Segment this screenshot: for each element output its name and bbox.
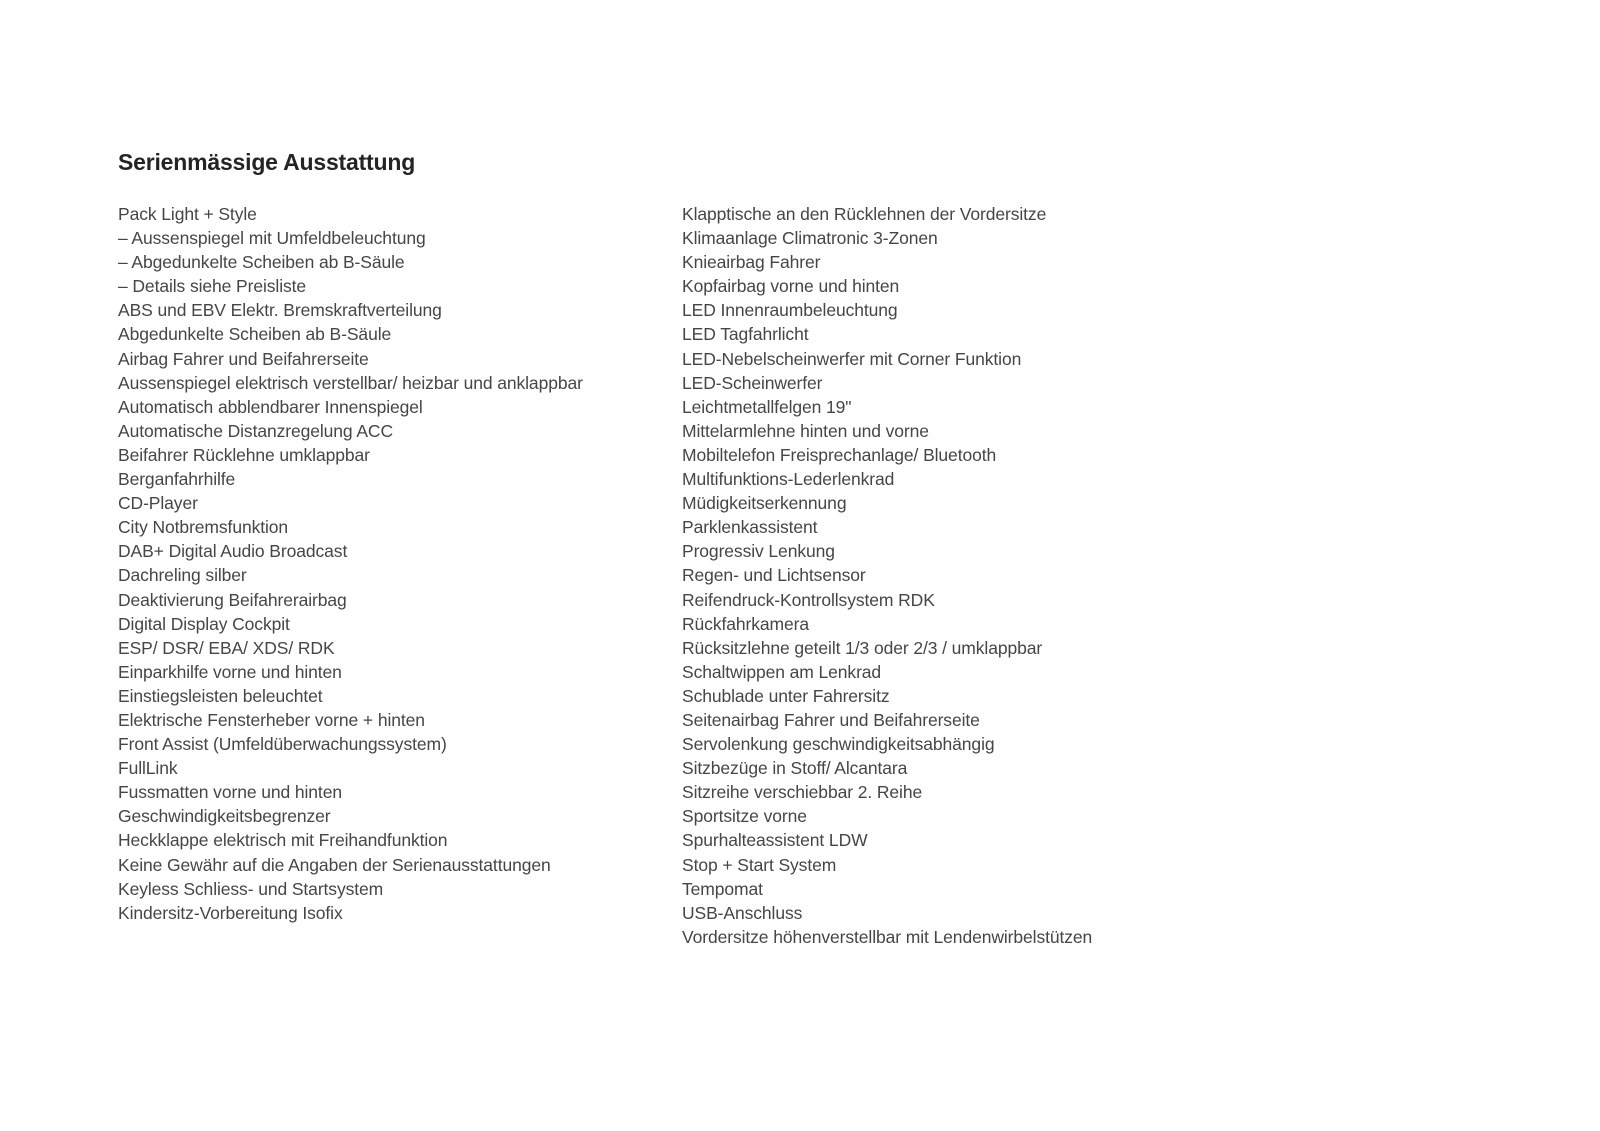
equipment-item: Klimaanlage Climatronic 3-Zonen <box>682 228 938 249</box>
equipment-item: – Details siehe Preisliste <box>118 276 307 297</box>
equipment-item: Einparkhilfe vorne und hinten <box>118 661 342 682</box>
equipment-item: Heckklappe elektrisch mit Freihandfunktion <box>118 830 448 851</box>
equipment-item: Progressiv Lenkung <box>682 541 835 562</box>
equipment-item: Keyless Schliess- und Startsystem <box>118 878 384 899</box>
equipment-item: Spurhalteassistent LDW <box>682 830 868 851</box>
equipment-item: Leichtmetallfelgen 19" <box>682 396 852 417</box>
equipment-item: Parklenkassistent <box>682 517 818 538</box>
equipment-item: Mittelarmlehne hinten und vorne <box>682 420 929 441</box>
equipment-item: FullLink <box>118 758 178 779</box>
equipment-item: Stop + Start System <box>682 854 837 875</box>
equipment-item: Berganfahrhilfe <box>118 469 236 490</box>
equipment-item: LED Tagfahrlicht <box>682 324 809 345</box>
equipment-item: CD-Player <box>118 493 198 514</box>
equipment-item: Vordersitze höhenverstellbar mit Lendenwirbelstützen <box>682 926 1093 947</box>
equipment-item: Reifendruck-Kontrollsystem RDK <box>682 589 935 610</box>
equipment-column-right <box>682 202 1242 949</box>
equipment-item: Beifahrer Rücklehne umklappbar <box>118 444 370 465</box>
equipment-item: LED-Nebelscheinwerfer mit Corner Funktion <box>682 348 1022 369</box>
equipment-item: Schaltwippen am Lenkrad <box>682 661 882 682</box>
equipment-item: Digital Display Cockpit <box>118 613 290 634</box>
equipment-item: USB-Anschluss <box>682 902 803 923</box>
equipment-item: Fussmatten vorne und hinten <box>118 782 342 803</box>
equipment-item: Regen- und Lichtsensor <box>682 565 866 586</box>
equipment-item: Knieairbag Fahrer <box>682 252 821 273</box>
equipment-item: Müdigkeitserkennung <box>682 493 847 514</box>
equipment-item: Sportsitze vorne <box>682 806 807 827</box>
equipment-item: Schublade unter Fahrersitz <box>682 685 890 706</box>
equipment-item: Servolenkung geschwindigkeitsabhängig <box>682 734 995 755</box>
equipment-item: Pack Light + Style <box>118 204 257 224</box>
equipment-item: Abgedunkelte Scheiben ab B-Säule <box>118 324 392 345</box>
equipment-item: Geschwindigkeitsbegrenzer <box>118 806 331 827</box>
equipment-item: Einstiegsleisten beleuchtet <box>118 685 323 706</box>
equipment-item: LED-Scheinwerfer <box>682 372 823 393</box>
equipment-item: Automatisch abblendbarer Innenspiegel <box>118 396 423 417</box>
equipment-item: Deaktivierung Beifahrerairbag <box>118 589 347 610</box>
equipment-item: – Abgedunkelte Scheiben ab B-Säule <box>118 252 405 273</box>
equipment-item: – Aussenspiegel mit Umfeldbeleuchtung <box>118 228 426 249</box>
page-title: Serienmässige Ausstattung <box>118 149 416 175</box>
equipment-item: Dachreling silber <box>118 565 247 586</box>
equipment-item: Keine Gewähr auf die Angaben der Serienausstattungen <box>118 854 551 875</box>
equipment-item: Airbag Fahrer und Beifahrerseite <box>118 348 369 369</box>
equipment-column-left <box>118 202 682 925</box>
equipment-item: LED Innenraumbeleuchtung <box>682 300 898 321</box>
equipment-item: Multifunktions-Lederlenkrad <box>682 469 895 490</box>
equipment-columns <box>118 202 1242 949</box>
equipment-item: Klapptische an den Rücklehnen der Vordersitze <box>682 204 1047 224</box>
equipment-item: City Notbremsfunktion <box>118 517 289 538</box>
equipment-item: Rückfahrkamera <box>682 613 809 634</box>
equipment-item: DAB+ Digital Audio Broadcast <box>118 541 348 562</box>
equipment-item: Tempomat <box>682 878 763 899</box>
equipment-item: Kopfairbag vorne und hinten <box>682 276 900 297</box>
equipment-item: Sitzbezüge in Stoff/ Alcantara <box>682 758 908 779</box>
equipment-item: Front Assist (Umfeldüberwachungssystem) <box>118 734 447 755</box>
equipment-item: ESP/ DSR/ EBA/ XDS/ RDK <box>118 637 335 658</box>
equipment-item: Elektrische Fensterheber vorne + hinten <box>118 709 425 730</box>
equipment-item: Aussenspiegel elektrisch verstellbar/ heizbar und anklappbar <box>118 372 583 393</box>
equipment-item: ABS und EBV Elektr. Bremskraftverteilung <box>118 300 442 321</box>
equipment-item: Automatische Distanzregelung ACC <box>118 420 393 441</box>
equipment-item: Seitenairbag Fahrer und Beifahrerseite <box>682 709 980 730</box>
equipment-item: Kindersitz-Vorbereitung Isofix <box>118 902 343 923</box>
equipment-item: Rücksitzlehne geteilt 1/3 oder 2/3 / umklappbar <box>682 637 1043 658</box>
equipment-item: Sitzreihe verschiebbar 2. Reihe <box>682 782 923 803</box>
equipment-item: Mobiltelefon Freisprechanlage/ Bluetooth <box>682 444 997 465</box>
